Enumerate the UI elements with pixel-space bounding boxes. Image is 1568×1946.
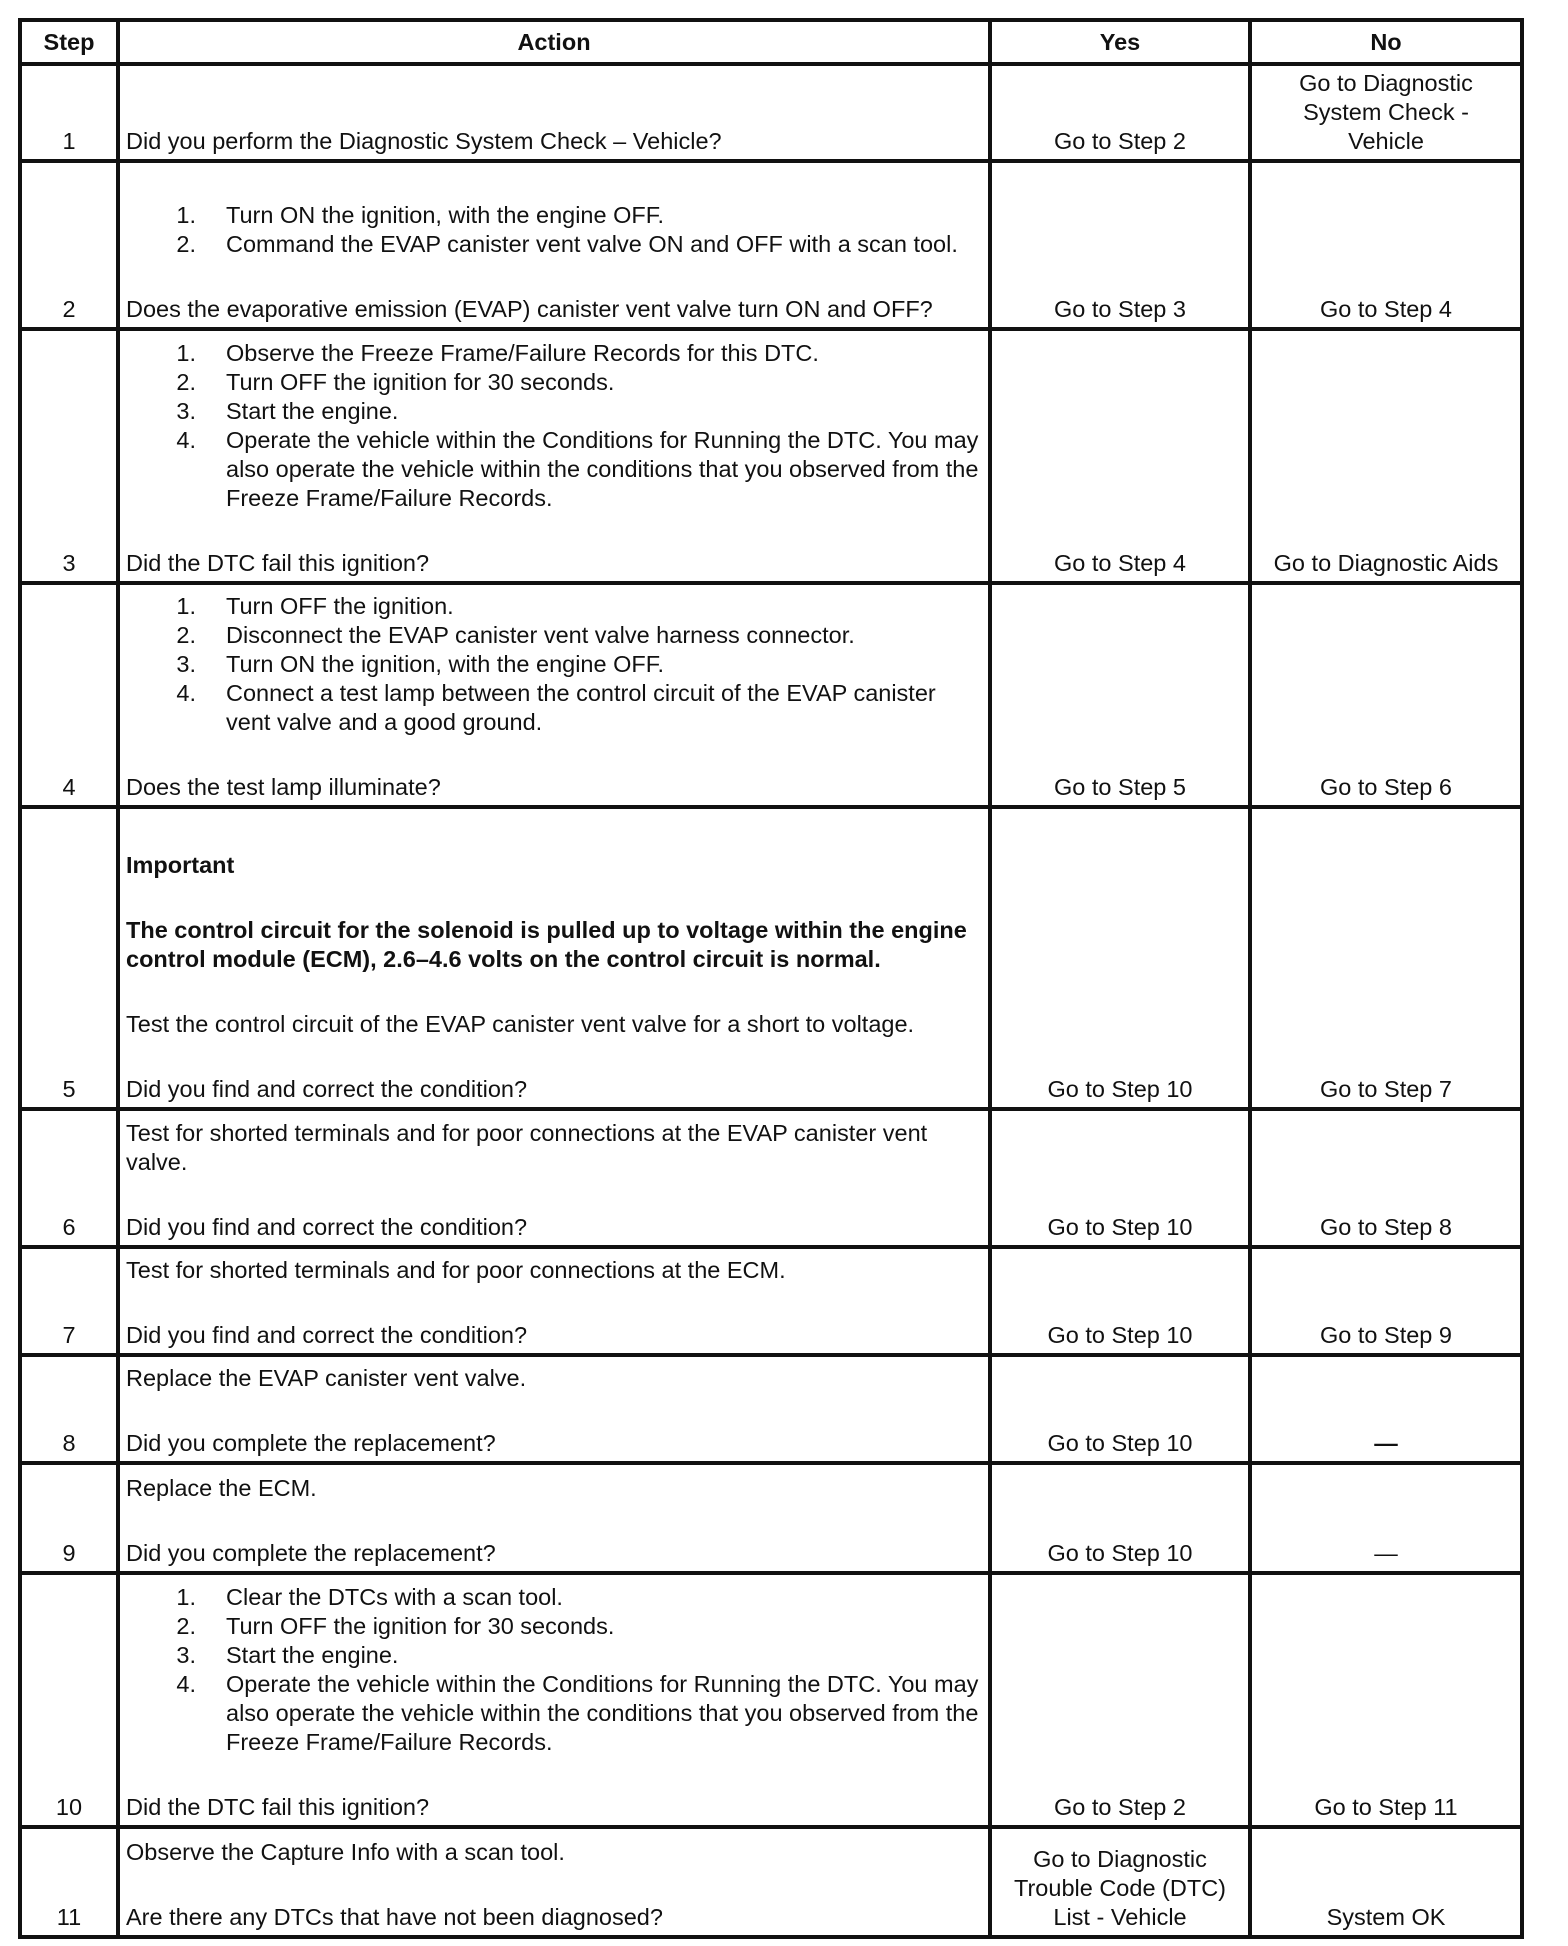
- important-title: Important: [126, 852, 235, 878]
- question-text: Does the evaporative emission (EVAP) canister vent valve turn ON and OFF?: [126, 296, 933, 322]
- step-number: 7: [20, 1247, 118, 1355]
- yes-cell: Go to Step 10: [990, 1355, 1250, 1463]
- procedure-list: [126, 201, 982, 259]
- list-item: 2. Turn OFF the ignition for 30 seconds.: [176, 1613, 615, 1639]
- step-number: 11: [20, 1827, 118, 1937]
- action-cell: [118, 1355, 990, 1463]
- step-number: 6: [20, 1109, 118, 1247]
- action-cell: [118, 329, 990, 583]
- question-text: Did you find and correct the condition?: [126, 1322, 528, 1348]
- instruction-text: Replace the EVAP canister vent valve.: [126, 1365, 527, 1391]
- no-cell: Go to Diagnostic System Check - Vehicle: [1250, 64, 1522, 161]
- yes-cell: Go to Step 10: [990, 1463, 1250, 1573]
- action-cell: [118, 1573, 990, 1827]
- procedure-list: [126, 339, 982, 513]
- question-text: Did the DTC fail this ignition?: [126, 550, 430, 576]
- step-number: 10: [20, 1573, 118, 1827]
- header-no: No: [1250, 20, 1522, 64]
- list-item: 3. Start the engine.: [176, 398, 399, 424]
- instruction-text: Observe the Capture Info with a scan tool.: [126, 1839, 565, 1865]
- list-item: 1. Observe the Freeze Frame/Failure Records for this DTC.: [176, 340, 819, 366]
- table-row: [20, 1247, 1522, 1355]
- list-item: 4. Operate the vehicle within the Conditions for Running the DTC. You may also operate the vehicle within the conditions that you observed from the Freeze Frame/Failure Records.: [176, 1671, 979, 1755]
- list-item: 2. Turn OFF the ignition for 30 seconds.: [176, 369, 615, 395]
- list-item: 1. Turn ON the ignition, with the engine OFF.: [176, 202, 665, 228]
- list-item: 1. Clear the DTCs with a scan tool.: [176, 1584, 563, 1610]
- action-cell: [118, 161, 990, 329]
- instruction-text: Replace the ECM.: [126, 1475, 317, 1501]
- list-item: 2. Command the EVAP canister vent valve ON and OFF with a scan tool.: [176, 231, 958, 257]
- action-cell: [118, 807, 990, 1109]
- table-row: [20, 807, 1522, 1109]
- action-cell: [118, 1247, 990, 1355]
- yes-cell: Go to Step 5: [990, 583, 1250, 807]
- question-text: Did you find and correct the condition?: [126, 1214, 528, 1240]
- list-item: 3. Start the engine.: [176, 1642, 399, 1668]
- step-number: 1: [20, 64, 118, 161]
- list-item: 2. Disconnect the EVAP canister vent valve harness connector.: [176, 622, 855, 648]
- list-item: 4. Connect a test lamp between the control circuit of the EVAP canister vent valve and a good ground.: [176, 680, 936, 735]
- table-row: [20, 1827, 1522, 1937]
- no-cell: —: [1250, 1463, 1522, 1573]
- header-row: [20, 20, 1522, 64]
- procedure-list: [126, 592, 982, 737]
- yes-cell: Go to Step 2: [990, 1573, 1250, 1827]
- table-row: [20, 1463, 1522, 1573]
- table-row: [20, 1573, 1522, 1827]
- question-text: Did you complete the replacement?: [126, 1540, 496, 1566]
- no-cell: Go to Step 11: [1250, 1573, 1522, 1827]
- important-text: The control circuit for the solenoid is pulled up to voltage within the engine control module (ECM), 2.6–4.6 volts on the control circuit is normal.: [126, 917, 967, 972]
- step-number: 3: [20, 329, 118, 583]
- instruction-text: Test for shorted terminals and for poor connections at the ECM.: [126, 1257, 786, 1283]
- action-cell: [118, 583, 990, 807]
- no-cell: Go to Diagnostic Aids: [1250, 329, 1522, 583]
- yes-cell: Go to Step 3: [990, 161, 1250, 329]
- table-row: [20, 1109, 1522, 1247]
- yes-cell: Go to Step 2: [990, 64, 1250, 161]
- no-cell: System OK: [1250, 1827, 1522, 1937]
- table-row: [20, 583, 1522, 807]
- step-number: 4: [20, 583, 118, 807]
- action-cell: [118, 1109, 990, 1247]
- yes-cell: Go to Step 10: [990, 1247, 1250, 1355]
- instruction-text: Test for shorted terminals and for poor connections at the EVAP canister vent valve.: [126, 1120, 928, 1175]
- step-number: 9: [20, 1463, 118, 1573]
- question-text: Are there any DTCs that have not been diagnosed?: [126, 1904, 663, 1930]
- no-cell: Go to Step 7: [1250, 807, 1522, 1109]
- list-item: 1. Turn OFF the ignition.: [176, 593, 454, 619]
- list-item: 3. Turn ON the ignition, with the engine OFF.: [176, 651, 665, 677]
- action-cell: [118, 1463, 990, 1573]
- no-cell: Go to Step 8: [1250, 1109, 1522, 1247]
- table-row: [20, 161, 1522, 329]
- no-cell: —: [1250, 1355, 1522, 1463]
- action-cell: [118, 64, 990, 161]
- yes-cell: Go to Step 10: [990, 807, 1250, 1109]
- step-number: 2: [20, 161, 118, 329]
- question-text: Did you perform the Diagnostic System Check – Vehicle?: [126, 128, 722, 154]
- action-cell: [118, 1827, 990, 1937]
- diagnostic-table: [18, 18, 1524, 1939]
- no-cell: Go to Step 4: [1250, 161, 1522, 329]
- question-text: Does the test lamp illuminate?: [126, 774, 441, 800]
- table-row: [20, 1355, 1522, 1463]
- yes-cell: Go to Step 4: [990, 329, 1250, 583]
- header-yes: Yes: [990, 20, 1250, 64]
- header-step: Step: [20, 20, 118, 64]
- step-number: 5: [20, 807, 118, 1109]
- header-action: Action: [118, 20, 990, 64]
- table-row: [20, 329, 1522, 583]
- step-number: 8: [20, 1355, 118, 1463]
- yes-cell: Go to Step 10: [990, 1109, 1250, 1247]
- no-cell: Go to Step 9: [1250, 1247, 1522, 1355]
- yes-cell: Go to Diagnostic Trouble Code (DTC) List - Vehicle: [990, 1827, 1250, 1937]
- table-row: [20, 64, 1522, 161]
- question-text: Did you complete the replacement?: [126, 1430, 496, 1456]
- question-text: Did the DTC fail this ignition?: [126, 1794, 430, 1820]
- procedure-list: [126, 1583, 982, 1757]
- instruction-text: Test the control circuit of the EVAP canister vent valve for a short to voltage.: [126, 1011, 915, 1037]
- list-item: 4. Operate the vehicle within the Conditions for Running the DTC. You may also operate the vehicle within the conditions that you observed from the Freeze Frame/Failure Records.: [176, 427, 979, 511]
- no-cell: Go to Step 6: [1250, 583, 1522, 807]
- question-text: Did you find and correct the condition?: [126, 1076, 528, 1102]
